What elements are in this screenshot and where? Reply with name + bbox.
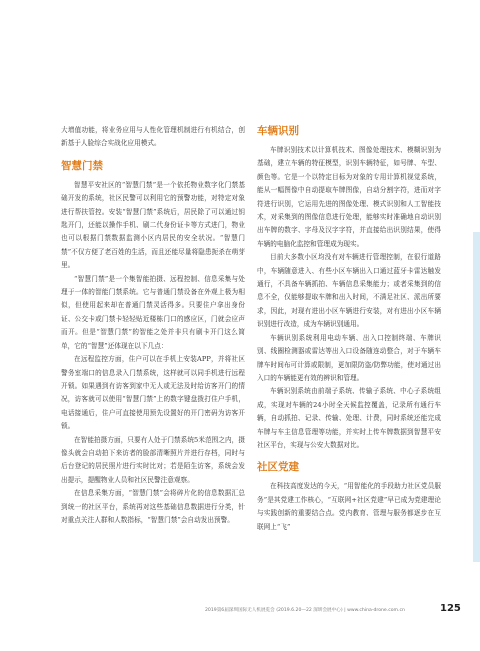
- section-title-vehicle-recognition: 车辆识别: [257, 125, 299, 137]
- paragraph: “智慧门禁”是一个集智能拍摄、远程控制、信息采集与处理于一体的智能门禁系统。它与普通门禁设备在外观上极为相似，但使用起来却在普通门禁灵活得多。只要住户拿出身份证、公交卡或门禁卡轻轻贴近楼栋门口的感应区，门就会应声而开。但是“智慧门禁”的智能之处并非只有刷卡开门这么简单，它的“智慧”还体现在以下几点：: [61, 274, 245, 350]
- left-column: [61, 124, 245, 527]
- section-title-smart-access: 智慧门禁: [61, 159, 103, 172]
- paragraph: 车辆识别系统利用电动车辆、出入口控制终端、车牌识别、线圈检测器或雷达等出入口设备随连动整合，对于车辆车牌车时间布可计算或限制，更加限防盗/防弊功能，使对通过出入口的车辆能更有效的辨识和管理。: [257, 333, 441, 382]
- decorative-side-bar: [473, 232, 480, 562]
- section-title-community-party: 社区党建: [257, 461, 299, 474]
- paragraph: 在远程监控方面，住户可以在手机上安装APP，并将社区警务室端口的信息录入门禁系统，这样就可以同手机进行远程开锁。如果遇到有访客到家中无人或无法及时给访客开门的情况，访客就可以使用“智慧门禁”上的数字键盘拨打住户手机，电话接通后，住户可直接使用预先设置好的开门密码为访客开锁。: [61, 355, 245, 431]
- paragraph: 在信息采集方面，“智慧门禁”会将碎片化的信息数据汇总到统一的社区平台，系统再对这些基础信息数据进行分类，针对重点关注人群和人数指标，“智慧门禁”会自动发出预警。: [61, 489, 245, 524]
- paragraph: 在科技高度发达的今天，“用智能化的手段助力社区党员服务”是其党建工作核心，“互联网+社区党建”早已成为党建理论与实践创新的重要结合点。党内教育、管理与服务都逐步在互联网上“飞”: [257, 482, 441, 531]
- paragraph: 车牌识别技术以计算机技术、图像处理技术、模糊识别为基础，建立车辆的特征模型，识别车辆特征，如号牌、车型、颜色等。它是一个以特定目标为对象的专用计算机视觉系统，能从一幅图像中自动提取车牌图像，自动分割字符，进而对字符进行识别，它运用先进的图像处理、模式识别和人工智能技术，对采集到的图像信息进行处理，能够实时准确地自动识别出车牌的数字、字母及汉字字符，并直接给出识别结果，使得车辆的电脑化监控和管理成为现实。: [257, 146, 441, 248]
- paragraph: 车辆识别系统由前端子系统、传输子系统、中心子系统组成，实现对车辆的24小时全天候监控覆盖，记录所有通行车辆，自动抓拍、记录、传输、处理、计费，同时系统还能完成车牌与车主信息管理等功能，并实时上传车牌数据到智慧平安社区平台，实现与公安大数据对比。: [257, 387, 441, 449]
- paragraph: 目前大多数小区均没有对车辆进行管理控制，在很行道路中，车辆随意进入、有些小区车辆出入口通过蓝牙卡雷达触发通行，不具备车辆抓拍、车辆信息采集能力；或者采集到的信息不全，仅能够提取车牌和出入时间，不满足社区、派出所要求，因此，对现有进出小区车辆进行安装，对有进出小区车辆识别进行改造，成为车辆识别通用。: [257, 253, 441, 329]
- page-footer: 2019第6届深圳国际无人机展览会 (2019.6.20—22 深圳会展中心) | www.china-drone.com.cn: [205, 608, 405, 613]
- paragraph: 智慧平安社区的“智慧门禁”是一个依托物业数字化门禁基础开发的系统，社区民警可以利用它的预警功能，对特定对象进行帮扶管控。安装“智慧门禁”系统后，居民除了可以通过钥匙开门，还能以操作手机、刷二代身份证卡等方式进门，物业也可以根据门禁数据监测小区内居民的安全状况。“智慧门禁”不仅方便了老百姓的生活，而且还能尽量将隐患扼杀在萌芽里。: [61, 180, 245, 270]
- paragraph: 在智能拍摄方面，只要有人处于门禁系统5米范围之内，摄像头就会自动拍下来访者的脸部清晰照片并进行存档，同时与后台登记的居民照片进行实时比对；若是陌生访客，系统会发出提示，提醒物业人员和社区民警注意观察。: [61, 435, 245, 484]
- right-column: [257, 124, 441, 534]
- page-number: 125: [440, 603, 461, 614]
- intro-paragraph: 大增值功能，将业务应用与人性化管理机制进行有机结合，创新基于人脸综合实战化应用模式。: [61, 126, 245, 148]
